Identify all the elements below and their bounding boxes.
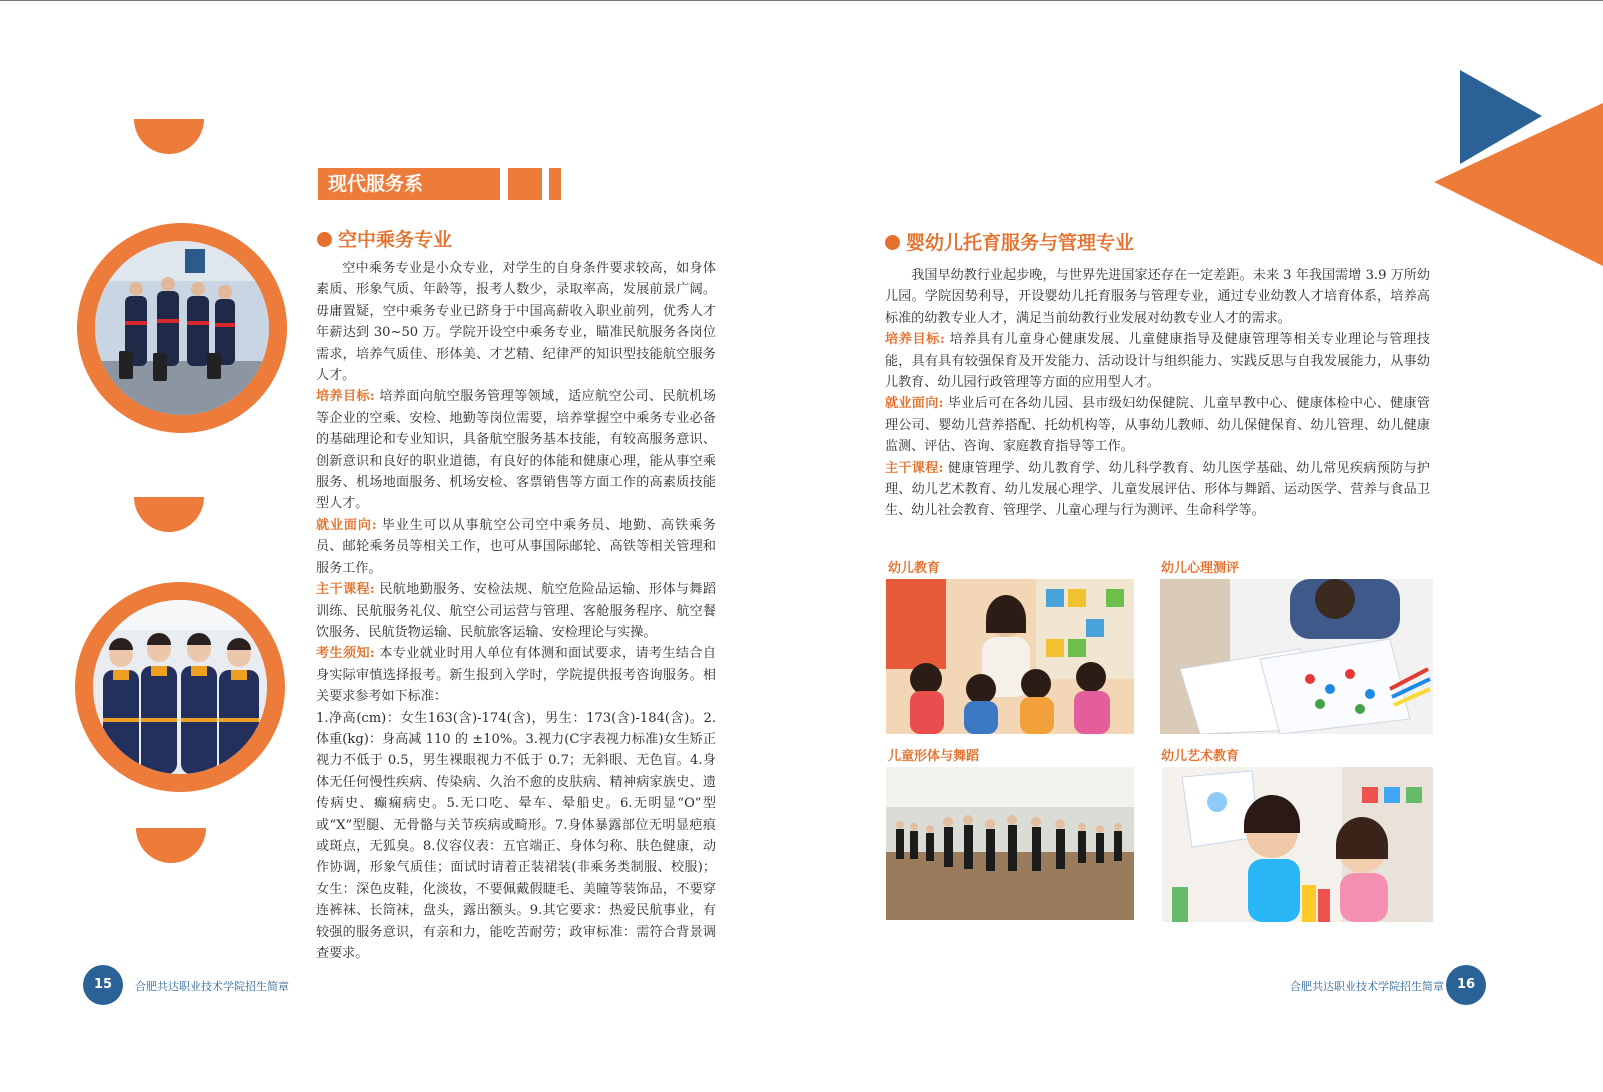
core-courses-paragraph	[316, 579, 716, 643]
section-text: 毕业后可在各幼儿园、县市级妇幼保健院、儿童早教中心、健康体检中心、健康管理公司、婴幼儿营养搭配、托幼机构等，从事幼儿教师、幼儿保健保育、幼儿管理、幼儿健康监测、评估、咨询、家庭教育指导等工作。	[885, 396, 1430, 455]
requirements-paragraph: 1.净高(cm)：女生163(含)-174(含)，男生：173(含)-184(含)。2.体重(kg)：身高减 110 的 ±10%。3.视力(C字表视力标准)女生矫正视力不低于 0.5，男生裸眼视力不低于 0.7；无斜眼、无色盲。4.身体无任何慢性疾病、传染病、久治不愈的皮肤病、精神病家族史、遗传病史、癫痫病史。5.无口吃、晕车、晕船史。6.无明显“O”型或“X”型腿、无骨骼与关节疾病或畸形。7.身体暴露部位无明显疤痕或斑点，无狐臭。8.仪容仪表：五官端正、身体匀称、肤色健康，动作协调，形象气质佳；面试时请着正装裙装(非乘务类制服、校服)；女生：深色皮鞋，化淡妆，不要佩戴假睫毛、美瞳等装饰品，不要穿连裤袜、长筒袜，盘头，露出额头。9.其它要求：热爱民航事业，有较强的服务意识，有亲和力，能吃苦耐劳；政审标准：需符合背景调查要求。	[316, 710, 716, 961]
page-number-left: 15	[83, 965, 123, 1005]
section-text: 本专业就业时用人单位有体测和面试要求，请考生结合自身实际审慎选择报考。新生报到入学时，学院提供报考咨询服务。相关要求参考如下标准：	[316, 646, 716, 705]
publication-title-right: 合肥共达职业技术学院招生简章	[1290, 980, 1444, 993]
bullet-dot-icon	[317, 232, 332, 247]
flight-attendants-walking-photo	[95, 241, 269, 415]
art-education-photo	[1162, 767, 1433, 922]
intro-paragraph: 我国早幼教行业起步晚，与世界先进国家还存在一定差距。未来 3 年我国需增 3.9 万所幼儿园。学院因势利导，开设婴幼儿托育服务与管理专业，通过专业幼教人才培育体系，培养高标准的幼教专业人才，满足当前幼教行业发展对幼教专业人才的需求。	[885, 268, 1430, 326]
department-title: 现代服务系	[318, 168, 500, 200]
semicircle-decoration	[134, 119, 204, 154]
page-number-right: 16	[1446, 965, 1486, 1005]
major-title-childcare	[885, 230, 1134, 256]
kindergarten-class-photo	[886, 579, 1134, 734]
childcare-body	[885, 265, 1430, 522]
corner-triangles-decoration	[1420, 66, 1603, 271]
photo-caption: 儿童形体与舞蹈	[888, 749, 980, 764]
section-label: 就业面向:	[316, 517, 377, 533]
training-goal-paragraph	[316, 386, 716, 514]
publication-title-left: 合肥共达职业技术学院招生简章	[135, 980, 289, 993]
major-title-text: 空中乘务专业	[338, 229, 453, 251]
section-label: 培养目标:	[885, 332, 945, 348]
employment-paragraph	[885, 393, 1430, 457]
section-text: 民航地勤服务、安检法规、航空危险品运输、形体与舞蹈训练、民航服务礼仪、航空公司运营与管理、客舱服务程序、航空餐饮服务、民航货物运输、民航旅客运输、安检理论与实操。	[316, 582, 716, 640]
section-label: 主干课程:	[316, 582, 375, 598]
section-label: 考生须知:	[316, 646, 375, 662]
training-goal-paragraph	[885, 329, 1430, 393]
photo-caption: 幼儿心理测评	[1161, 561, 1240, 576]
section-label: 主干课程:	[885, 460, 944, 476]
major-title-text: 婴幼儿托育服务与管理专业	[906, 232, 1135, 254]
section-text: 培养面向航空服务管理等领域，适应航空公司、民航机场等企业的空乘、安检、地勤等岗位需要，培养掌握空中乘务专业必备的基础理论和专业知识，具备航空服务基本技能，有较高服务意识、创新意识和良好的职业道德，有良好的体能和健康心理，能从事空乘服务、机场地面服务、机场安检、客票销售等方面工作的高素质技能型人才。	[316, 389, 716, 512]
flight-attendant-body	[316, 258, 716, 964]
department-bar-block	[549, 168, 561, 200]
photo-caption: 幼儿教育	[888, 561, 941, 576]
psychological-assessment-photo	[1160, 579, 1433, 734]
bullet-dot-icon	[885, 235, 900, 250]
semicircle-decoration	[134, 497, 204, 532]
intro-paragraph: 空中乘务专业是小众专业，对学生的自身条件要求较高，如身体素质、形象气质、年龄等，报考人数少，录取率高，发展前景广阔。毋庸置疑，空中乘务专业已跻身于中国高薪收入职业前列，优秀人才年薪达到 30~50 万。学院开设空中乘务专业，瞄准民航服务各岗位需求，培养气质佳、形体美、才艺精、纪律严的知识型技能航空服务人才。	[316, 261, 716, 384]
applicant-notice-paragraph	[316, 643, 716, 707]
employment-paragraph	[316, 515, 716, 579]
section-label: 培养目标:	[316, 389, 375, 405]
photo-caption: 幼儿艺术教育	[1161, 749, 1240, 764]
photo-ring	[77, 223, 287, 433]
major-title-flight-attendant	[317, 227, 452, 253]
core-courses-paragraph	[885, 458, 1430, 522]
section-text: 培养具有儿童身心健康发展、儿童健康指导及健康管理等相关专业理论与管理技能，具有具有较强保育及开发能力、活动设计与组织能力、实践反思与自我发展能力，从事幼儿教育、幼儿园行政管理等方面的应用型人才。	[885, 332, 1430, 391]
section-text: 健康管理学、幼儿教育学、幼儿科学教育、幼儿医学基础、幼儿常见疾病预防与护理、幼儿艺术教育、幼儿发展心理学、儿童发展评估、形体与舞蹈、运动医学、营养与食品卫生、幼儿社会教育、管理学、儿童心理与行为测评、生命科学等。	[885, 460, 1430, 519]
photo-ring	[75, 582, 285, 792]
section-text: 毕业生可以从事航空公司空中乘务员、地勤、高铁乘务员、邮轮乘务员等相关工作，也可从事国际邮轮、高铁等相关管理和服务工作。	[316, 517, 717, 576]
cabin-crew-photo	[93, 600, 267, 774]
semicircle-decoration	[136, 828, 206, 863]
section-label: 就业面向:	[885, 396, 944, 412]
dance-class-photo	[886, 767, 1134, 920]
department-bar-block	[508, 168, 542, 200]
top-rule	[0, 0, 1603, 1]
